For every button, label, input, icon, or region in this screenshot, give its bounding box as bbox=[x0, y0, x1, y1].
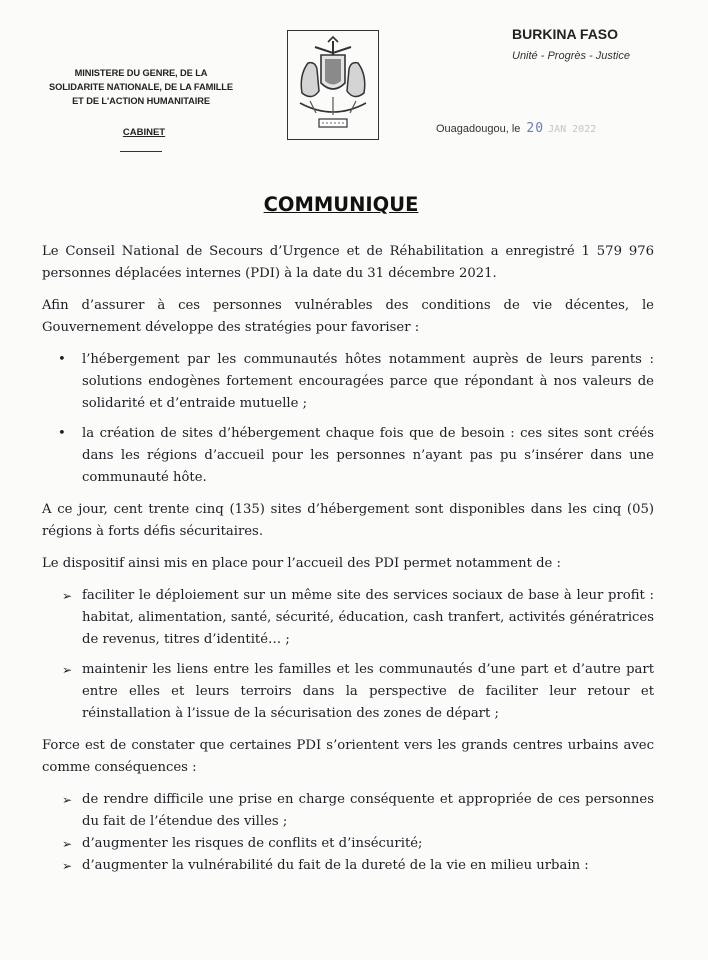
handwritten-date: 20 bbox=[526, 121, 545, 136]
ministry-line-2: SOLIDARITE NATIONALE, DE LA FAMILLE bbox=[49, 82, 233, 92]
list-item-text: la création de sites d’hébergement chaque fois que de besoin : ces sites sont créés dans les régions d’accueil pour les personnes n’ayant pas pu s’insérer dans une communauté hôte. bbox=[82, 426, 654, 485]
list-item bbox=[42, 349, 654, 415]
list-item-text: de rendre difficile une prise en charge conséquente et appropriée de ces personnes du fait de l’étendue des villes ; bbox=[82, 792, 654, 829]
dispositif-list bbox=[42, 585, 654, 725]
ministry-heading bbox=[18, 66, 264, 108]
paragraph-5: Force est de constater que certaines PDI s’orientent vers les grands centres urbains avec comme conséquences : bbox=[42, 738, 654, 775]
date-line bbox=[436, 121, 596, 136]
list-item bbox=[42, 423, 654, 489]
paragraph-3: A ce jour, cent trente cinq (135) sites d’hébergement sont disponibles dans les cinq (05) régions à forts défis sécuritaires. bbox=[42, 502, 654, 539]
list-item-text: faciliter le déploiement sur un même site des services sociaux de base à leur profit : habitat, alimentation, santé, sécurité, éducation, cash tranfert, activités génératrices de revenus, titres d’identité… ; bbox=[82, 588, 654, 647]
bullet-marker: • bbox=[58, 352, 66, 367]
arrow-marker: ➢ bbox=[62, 793, 73, 807]
list-item bbox=[42, 855, 654, 877]
strategy-list bbox=[42, 349, 654, 489]
arrow-marker: ➢ bbox=[62, 837, 73, 851]
paragraph-4: Le dispositif ainsi mis en place pour l’accueil des PDI permet notamment de : bbox=[42, 556, 561, 571]
coat-of-arms-icon bbox=[287, 30, 379, 140]
document-body bbox=[42, 241, 654, 887]
cabinet-divider bbox=[120, 151, 162, 152]
country-name: BURKINA FASO bbox=[512, 26, 619, 42]
list-item bbox=[42, 833, 654, 855]
list-item bbox=[42, 659, 654, 725]
faint-date-stamp: JAN 2022 bbox=[548, 124, 597, 135]
paragraph-2: Afin d’assurer à ces personnes vulnérables des conditions de vie décentes, le Gouvernement développe des stratégies pour favoriser : bbox=[42, 298, 654, 335]
arrow-marker: ➢ bbox=[62, 859, 73, 873]
list-item-text: l’hébergement par les communautés hôtes notamment auprès de leurs parents : solutions endogènes fortement encouragées parce que répondant à nos valeurs de solidarité et d’entraide mutuelle ; bbox=[82, 352, 654, 411]
arrow-marker: ➢ bbox=[62, 663, 73, 677]
paragraph-1: Le Conseil National de Secours d’Urgence et de Réhabilitation a enregistré 1 579 976 personnes déplacées internes (PDI) à la date du 31 décembre 2021. bbox=[42, 244, 654, 281]
cabinet-label: CABINET bbox=[122, 127, 166, 138]
city-date-label: Ouagadougou, le bbox=[436, 123, 521, 135]
ministry-line-3: ET DE L'ACTION HUMANITAIRE bbox=[72, 96, 210, 106]
national-motto: Unité - Progrès - Justice bbox=[512, 50, 630, 62]
ministry-line-1: MINISTERE DU GENRE, DE LA bbox=[74, 68, 208, 78]
document-title: COMMUNIQUE bbox=[263, 193, 419, 216]
list-item-text: d’augmenter les risques de conflits et d’insécurité; bbox=[82, 836, 423, 851]
list-item-text: d’augmenter la vulnérabilité du fait de la dureté de la vie en milieu urbain : bbox=[82, 858, 589, 873]
bullet-marker: • bbox=[58, 426, 66, 441]
list-item bbox=[42, 789, 654, 833]
consequences-list bbox=[42, 789, 654, 877]
arrow-marker: ➢ bbox=[62, 589, 73, 603]
list-item bbox=[42, 585, 654, 651]
list-item-text: maintenir les liens entre les familles et les communautés d’une part et d’autre part entre elles et leurs terroirs dans la perspective de faciliter leur retour et réinstallation à l’issue de la sécurisation des zones de départ ; bbox=[82, 662, 654, 721]
